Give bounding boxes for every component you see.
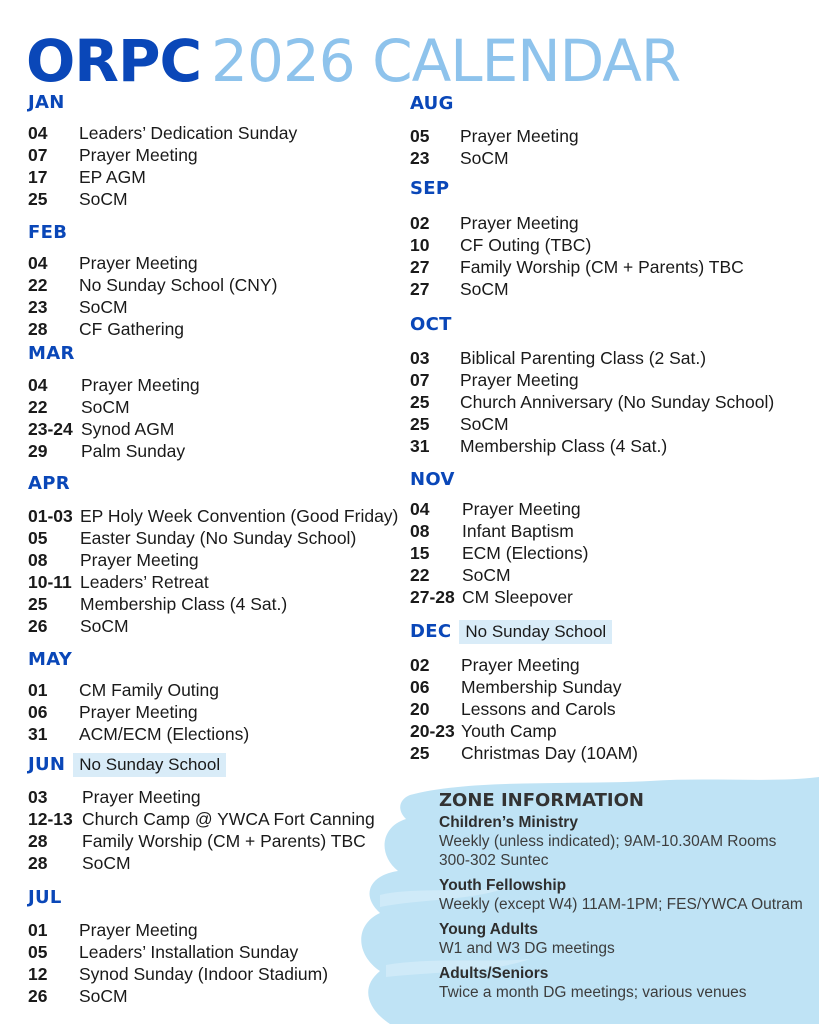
event-row (28, 919, 328, 941)
event-row (28, 274, 277, 296)
event-date: 12-13 (28, 809, 73, 829)
month-aug (410, 93, 579, 169)
event-title: ACM/ECM (Elections) (79, 724, 250, 744)
event-date: 25 (410, 392, 430, 412)
event-row (410, 498, 588, 520)
month-heading (410, 314, 774, 336)
zone-text: Twice a month DG meetings; various venues (439, 984, 747, 1001)
event-date: 08 (410, 521, 430, 541)
event-row (28, 701, 249, 723)
zone-text: Weekly (unless indicated); 9AM-10.30AM Rooms 300-302 Suntec (439, 833, 777, 869)
event-date: 28 (28, 853, 48, 873)
zone-information-panel (350, 775, 819, 1024)
event-list (410, 498, 588, 608)
event-row (410, 742, 638, 764)
event-title: Membership Class (4 Sat.) (80, 594, 288, 614)
event-title: Leaders’ Installation Sunday (79, 942, 299, 962)
event-date: 27 (410, 257, 430, 277)
event-title: SoCM (79, 189, 128, 209)
event-row (410, 564, 588, 586)
zone-text: Weekly (except W4) 11AM-1PM; FES/YWCA Outram (439, 896, 803, 913)
event-title: CF Outing (TBC) (460, 235, 592, 255)
event-title: No Sunday School (CNY) (79, 275, 278, 295)
event-row (410, 520, 588, 542)
event-title: SoCM (82, 853, 131, 873)
event-row (28, 418, 200, 440)
month-sep (410, 178, 744, 300)
event-title: CF Gathering (79, 319, 185, 339)
month-name: MAY (28, 649, 73, 670)
event-title: Prayer Meeting (79, 702, 198, 722)
event-date: 12 (28, 964, 48, 984)
month-heading (410, 621, 638, 643)
event-date: 05 (28, 942, 48, 962)
event-date: 02 (410, 213, 430, 233)
event-title: Membership Sunday (461, 677, 622, 697)
event-date: 22 (410, 565, 430, 585)
event-row (28, 122, 297, 144)
event-row (28, 440, 200, 462)
event-date: 29 (28, 441, 48, 461)
event-title: Membership Class (4 Sat.) (460, 436, 668, 456)
event-title: Prayer Meeting (79, 920, 198, 940)
event-list (410, 212, 744, 300)
event-date: 25 (410, 743, 430, 763)
event-date: 15 (410, 543, 430, 563)
event-title: Prayer Meeting (462, 499, 581, 519)
event-date: 04 (28, 253, 48, 273)
event-list (28, 374, 200, 462)
event-date: 07 (28, 145, 48, 165)
month-may (28, 649, 249, 745)
event-date: 02 (410, 655, 430, 675)
month-name: AUG (410, 93, 454, 114)
event-row (28, 985, 328, 1007)
event-list (410, 125, 579, 169)
month-heading (28, 92, 297, 114)
event-date: 23 (28, 297, 48, 317)
zone-heading: Adults/Seniors (439, 965, 549, 982)
event-row (410, 654, 638, 676)
zone-heading: Youth Fellowship (439, 877, 567, 894)
zone-item (439, 920, 809, 958)
event-date: 28 (28, 831, 48, 851)
event-title: Church Camp @ YWCA Fort Canning (82, 809, 375, 829)
zone-content (439, 789, 809, 1008)
event-title: SoCM (460, 279, 509, 299)
event-date: 10 (410, 235, 430, 255)
event-row (410, 435, 774, 457)
month-name: JAN (28, 92, 65, 113)
org-name: ORPC (26, 27, 202, 95)
event-row (28, 505, 398, 527)
event-title: SoCM (80, 616, 129, 636)
month-jun (28, 754, 375, 874)
event-title: ECM (Elections) (462, 543, 589, 563)
event-row (28, 808, 375, 830)
event-date: 03 (410, 348, 430, 368)
month-jul (28, 887, 328, 1007)
event-list (410, 654, 638, 764)
event-title: Synod Sunday (Indoor Stadium) (79, 964, 329, 984)
month-name: OCT (410, 314, 452, 335)
event-title: Palm Sunday (81, 441, 186, 461)
event-row (28, 786, 375, 808)
event-list (28, 786, 375, 874)
month-heading (410, 93, 579, 115)
event-row (28, 593, 398, 615)
event-row (28, 571, 398, 593)
month-mar (28, 343, 200, 462)
month-heading (28, 887, 328, 909)
event-date: 31 (28, 724, 48, 744)
event-date: 04 (28, 375, 48, 395)
event-row (410, 676, 638, 698)
month-name: MAR (28, 343, 75, 364)
event-title: Family Worship (CM + Parents) TBC (82, 831, 366, 851)
month-name: DEC (410, 621, 452, 642)
event-title: Infant Baptism (462, 521, 574, 541)
event-row (28, 549, 398, 571)
event-row (410, 278, 744, 300)
event-row (410, 542, 588, 564)
event-title: EP Holy Week Convention (Good Friday) (80, 506, 399, 526)
event-title: Prayer Meeting (81, 375, 200, 395)
month-apr (28, 473, 398, 637)
event-date: 08 (28, 550, 48, 570)
event-date: 10-11 (28, 572, 72, 592)
event-row (28, 144, 297, 166)
event-row (410, 234, 744, 256)
event-date: 03 (28, 787, 48, 807)
event-date: 27 (410, 279, 430, 299)
event-row (410, 720, 638, 742)
zone-item (439, 964, 809, 1002)
event-date: 01-03 (28, 506, 73, 526)
calendar-title: 2026 CALENDAR (211, 27, 681, 95)
event-list (28, 679, 249, 745)
event-title: Youth Camp (461, 721, 557, 741)
event-title: Leaders’ Dedication Sunday (79, 123, 298, 143)
event-title: Christmas Day (10AM) (461, 743, 638, 763)
zone-item (439, 876, 809, 914)
event-title: Synod AGM (81, 419, 175, 439)
event-title: SoCM (81, 397, 130, 417)
month-heading (410, 469, 588, 491)
event-date: 23 (410, 148, 430, 168)
month-jan (28, 92, 297, 210)
event-title: Prayer Meeting (80, 550, 199, 570)
event-row (28, 166, 297, 188)
event-title: SoCM (79, 297, 128, 317)
event-row (410, 125, 579, 147)
event-row (28, 830, 375, 852)
event-date: 17 (28, 167, 48, 187)
event-row (410, 147, 579, 169)
event-title: Prayer Meeting (461, 655, 580, 675)
event-title: CM Sleepover (462, 587, 573, 607)
event-date: 28 (28, 319, 48, 339)
event-row (28, 252, 277, 274)
event-date: 20-23 (410, 721, 455, 741)
month-note: No Sunday School (459, 620, 612, 644)
event-date: 04 (410, 499, 430, 519)
event-title: EP AGM (79, 167, 146, 187)
event-row (28, 852, 375, 874)
event-title: Lessons and Carols (461, 699, 616, 719)
event-title: Prayer Meeting (460, 370, 579, 390)
event-date: 07 (410, 370, 430, 390)
month-nov (410, 469, 588, 608)
zone-item (439, 813, 809, 870)
event-date: 25 (410, 414, 430, 434)
month-name: JUN (28, 754, 66, 775)
event-title: Biblical Parenting Class (2 Sat.) (460, 348, 707, 368)
event-date: 25 (28, 594, 48, 614)
event-date: 22 (28, 275, 48, 295)
event-date: 20 (410, 699, 430, 719)
event-list (410, 347, 774, 457)
event-date: 23-24 (28, 419, 73, 439)
event-row (410, 391, 774, 413)
month-name: FEB (28, 222, 68, 243)
event-row (410, 369, 774, 391)
month-heading (28, 343, 200, 365)
event-row (28, 679, 249, 701)
zone-heading: Children’s Ministry (439, 814, 578, 831)
event-row (28, 188, 297, 210)
event-date: 05 (410, 126, 430, 146)
month-heading (28, 222, 277, 244)
month-oct (410, 314, 774, 457)
event-title: Family Worship (CM + Parents) TBC (460, 257, 744, 277)
event-title: Leaders’ Retreat (80, 572, 209, 592)
event-title: Prayer Meeting (460, 126, 579, 146)
event-date: 04 (28, 123, 48, 143)
event-row (28, 396, 200, 418)
month-name: SEP (410, 178, 450, 199)
event-title: Prayer Meeting (82, 787, 201, 807)
event-date: 05 (28, 528, 48, 548)
event-title: CM Family Outing (79, 680, 220, 700)
event-list (28, 122, 297, 210)
month-feb (28, 222, 277, 340)
event-date: 25 (28, 189, 48, 209)
event-row (410, 347, 774, 369)
event-title: Prayer Meeting (79, 253, 198, 273)
event-title: Church Anniversary (No Sunday School) (460, 392, 775, 412)
event-row (28, 963, 328, 985)
event-row (28, 723, 249, 745)
event-date: 06 (410, 677, 430, 697)
event-title: SoCM (462, 565, 511, 585)
page-title (26, 26, 680, 96)
month-name: NOV (410, 469, 455, 490)
event-date: 01 (28, 680, 48, 700)
event-date: 26 (28, 616, 48, 636)
month-heading (28, 649, 249, 671)
event-date: 06 (28, 702, 48, 722)
month-heading (410, 178, 744, 200)
event-row (28, 296, 277, 318)
event-list (28, 919, 328, 1007)
event-date: 22 (28, 397, 48, 417)
event-title: SoCM (460, 414, 509, 434)
event-row (410, 413, 774, 435)
event-date: 01 (28, 920, 48, 940)
event-row (28, 318, 277, 340)
event-row (410, 698, 638, 720)
zone-title: ZONE INFORMATION (439, 790, 644, 811)
month-dec (410, 621, 638, 764)
event-row (28, 615, 398, 637)
event-title: Easter Sunday (No Sunday School) (80, 528, 357, 548)
month-heading (28, 754, 375, 776)
event-row (410, 256, 744, 278)
event-row (28, 374, 200, 396)
event-row (28, 527, 398, 549)
month-name: APR (28, 473, 70, 494)
event-row (410, 586, 588, 608)
event-row (410, 212, 744, 234)
event-title: Prayer Meeting (460, 213, 579, 233)
event-date: 26 (28, 986, 48, 1006)
month-note: No Sunday School (73, 753, 226, 777)
event-list (28, 252, 277, 340)
month-heading (28, 473, 398, 495)
event-title: SoCM (460, 148, 509, 168)
event-title: Prayer Meeting (79, 145, 198, 165)
event-row (28, 941, 328, 963)
event-title: SoCM (79, 986, 128, 1006)
zone-heading: Young Adults (439, 921, 539, 938)
zone-text: W1 and W3 DG meetings (439, 940, 615, 957)
month-name: JUL (28, 887, 62, 908)
event-date: 31 (410, 436, 430, 456)
event-list (28, 505, 398, 637)
event-date: 27-28 (410, 587, 455, 607)
